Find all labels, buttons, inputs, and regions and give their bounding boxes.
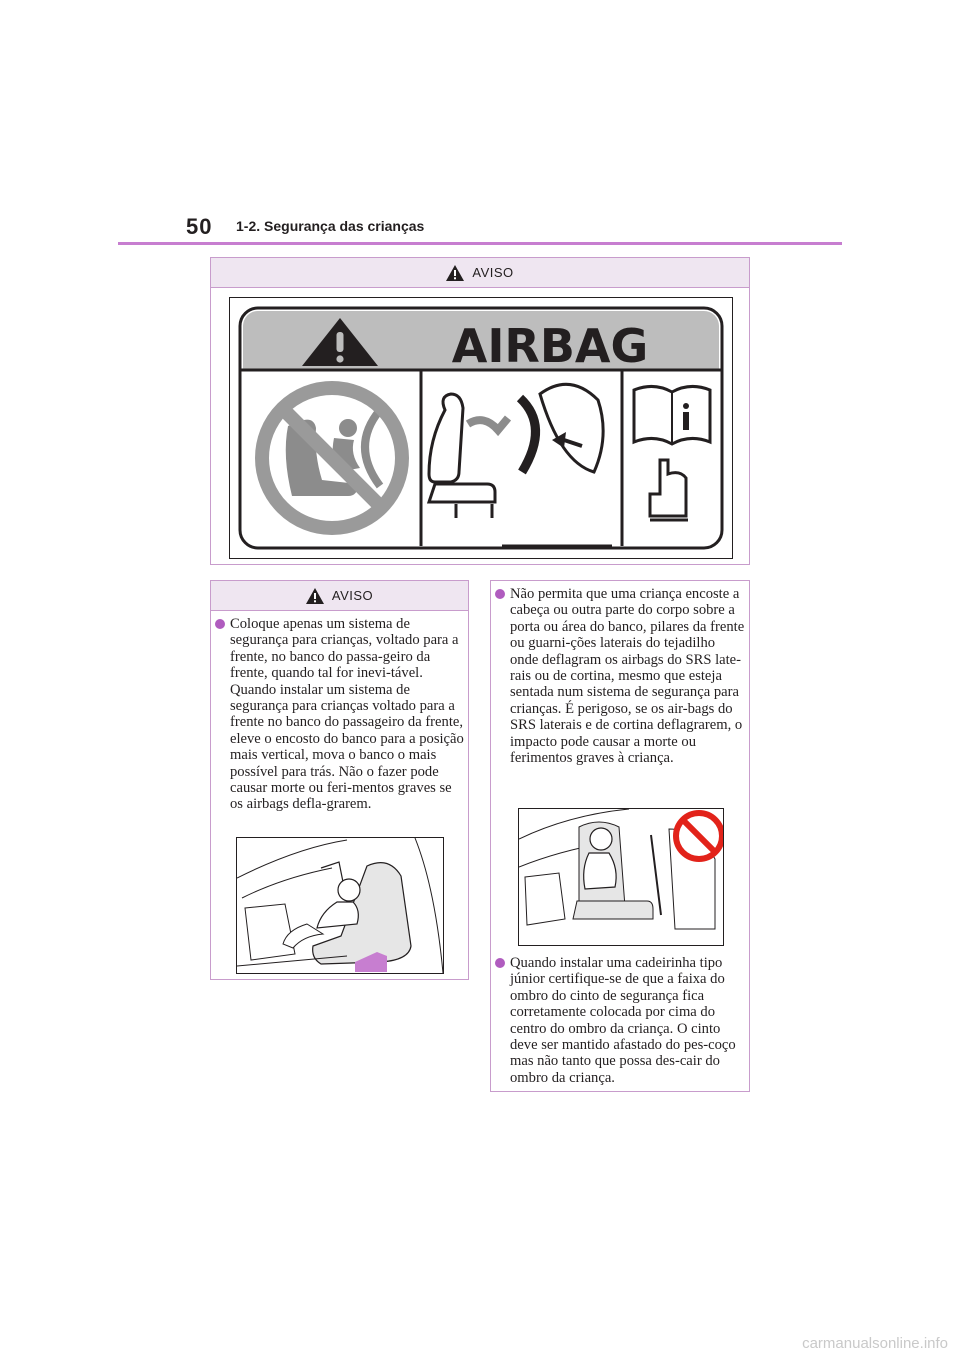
warning-title: AVISO: [472, 265, 514, 280]
warning-triangle-icon: [446, 265, 464, 281]
warning-header: [211, 258, 749, 288]
warning-paragraph: Quando instalar uma cadeirinha tipo júnior certifique-se de que a faixa do ombro do cinto de segurança fica corretamente colocada por cima do centro do ombro da criança. O cinto deve ser mantido afastado do pes-coço mas não tanto que possa des-cair do ombro da criança.: [510, 955, 736, 1086]
airbag-warning-label-figure: [229, 297, 733, 559]
forward-facing-child-seat-illustration: [236, 837, 444, 974]
warning-box-side-airbags: [490, 580, 750, 1092]
airbag-label-graphic: [230, 298, 732, 558]
header-rule: [118, 242, 842, 245]
warning-box-forward-facing-seat: [210, 580, 469, 980]
child-leaning-prohibited-illustration: [518, 808, 724, 946]
page-number: 50: [186, 214, 213, 239]
bullet-icon: [215, 619, 225, 629]
section-title: 1-2. Segurança das crianças: [236, 218, 425, 234]
warning-box-airbag-label: [210, 257, 750, 565]
warning-paragraph: Coloque apenas um sistema de segurança para crianças, voltado para a frente, no banco do passa-geiro da frente, quando tal for inevi-tável. Quando instalar um sistema de segurança para crianças voltado para a frente no banco do passageiro da frente, eleve o encosto do banco para a posição mais vertical, mova o banco o mais possível para trás. Não o fazer pode causar morte ou feri-mentos graves se os airbags defla-grarem.: [230, 616, 464, 813]
warning-text-item-1: [492, 586, 746, 766]
airbag-title: AIRBAG: [451, 319, 649, 373]
bullet-icon: [495, 958, 505, 968]
warning-title: AVISO: [331, 588, 374, 603]
bullet-icon: [495, 589, 505, 599]
warning-header: [211, 581, 468, 611]
warning-text-item-2: [492, 955, 746, 1086]
warning-triangle-icon: [306, 588, 324, 604]
warning-text: [212, 616, 464, 813]
warning-paragraph: Não permita que uma criança encoste a cabeça ou outra parte do corpo sobre a porta ou área do banco, pilares da frente ou guarni-ções laterais do tejadilho onde deflagram os airbags do SRS late-rais ou de cortina, mesmo que esteja sentada num sistema de segurança para crianças. É perigoso, se os air-bags do SRS laterais e de cortina deflagrarem, o impacto pode causar a morte ou ferimentos graves à criança.: [510, 586, 745, 767]
watermark: carmanualsonline.info: [802, 1335, 948, 1352]
prohibition-icon: [676, 813, 722, 859]
